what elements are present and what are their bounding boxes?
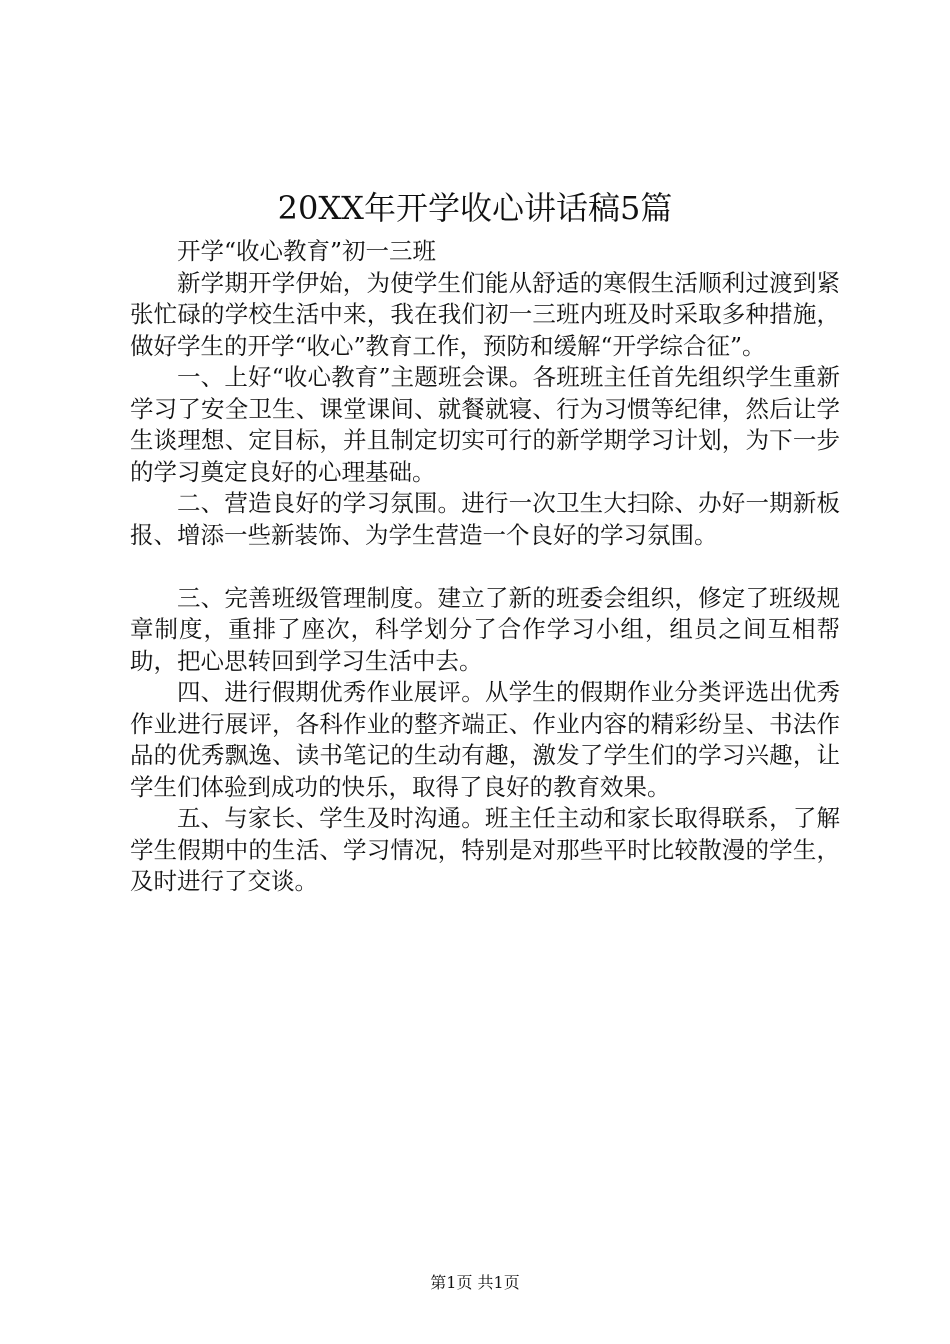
paragraph-intro: 新学期开学伊始，为使学生们能从舒适的寒假生活顺利过渡到紧张忙碌的学校生活中来，我在我们初一三班内班及时采取多种措施，做好学生的开学“收心”教育工作，预防和缓解“开学综合征”。	[130, 268, 840, 360]
paragraph-item-4: 四、进行假期优秀作业展评。从学生的假期作业分类评选出优秀作业进行展评，各科作业的整齐端正、作业内容的精彩纷呈、书法作品的优秀飘逸、读书笔记的生动有趣，激发了学生们的学习兴趣，让学生们体验到成功的快乐，取得了良好的教育效果。	[130, 678, 840, 801]
paragraph-item-3: 三、完善班级管理制度。建立了新的班委会组织，修定了班级规章制度，重排了座次，科学划分了合作学习小组，组员之间互相帮助，把心思转回到学习生活中去。	[130, 583, 840, 675]
paragraph-item-5: 五、与家长、学生及时沟通。班主任主动和家长取得联系，了解学生假期中的生活、学习情况，特别是对那些平时比较散漫的学生，及时进行了交谈。	[130, 804, 840, 895]
document-title: 20XX年开学收心讲话稿5篇	[277, 189, 673, 227]
page-number-footer: 第1页 共1页	[430, 1273, 520, 1292]
paragraph-item-2: 二、营造良好的学习氛围。进行一次卫生大扫除、办好一期新板报、增添一些新装饰、为学生营造一个良好的学习氛围。	[130, 489, 840, 549]
paragraph-item-1: 一、上好“收心教育”主题班会课。各班班主任首先组织学生重新学习了安全卫生、课堂课间、就餐就寝、行为习惯等纪律，然后让学生谈理想、定目标，并且制定切实可行的新学期学习计划，为下一步的学习奠定良好的心理基础。	[130, 363, 840, 486]
paragraph-spacer	[130, 551, 840, 583]
paragraph-subtitle: 开学“收心教育”初一三班	[177, 237, 437, 265]
document-body	[130, 236, 840, 898]
